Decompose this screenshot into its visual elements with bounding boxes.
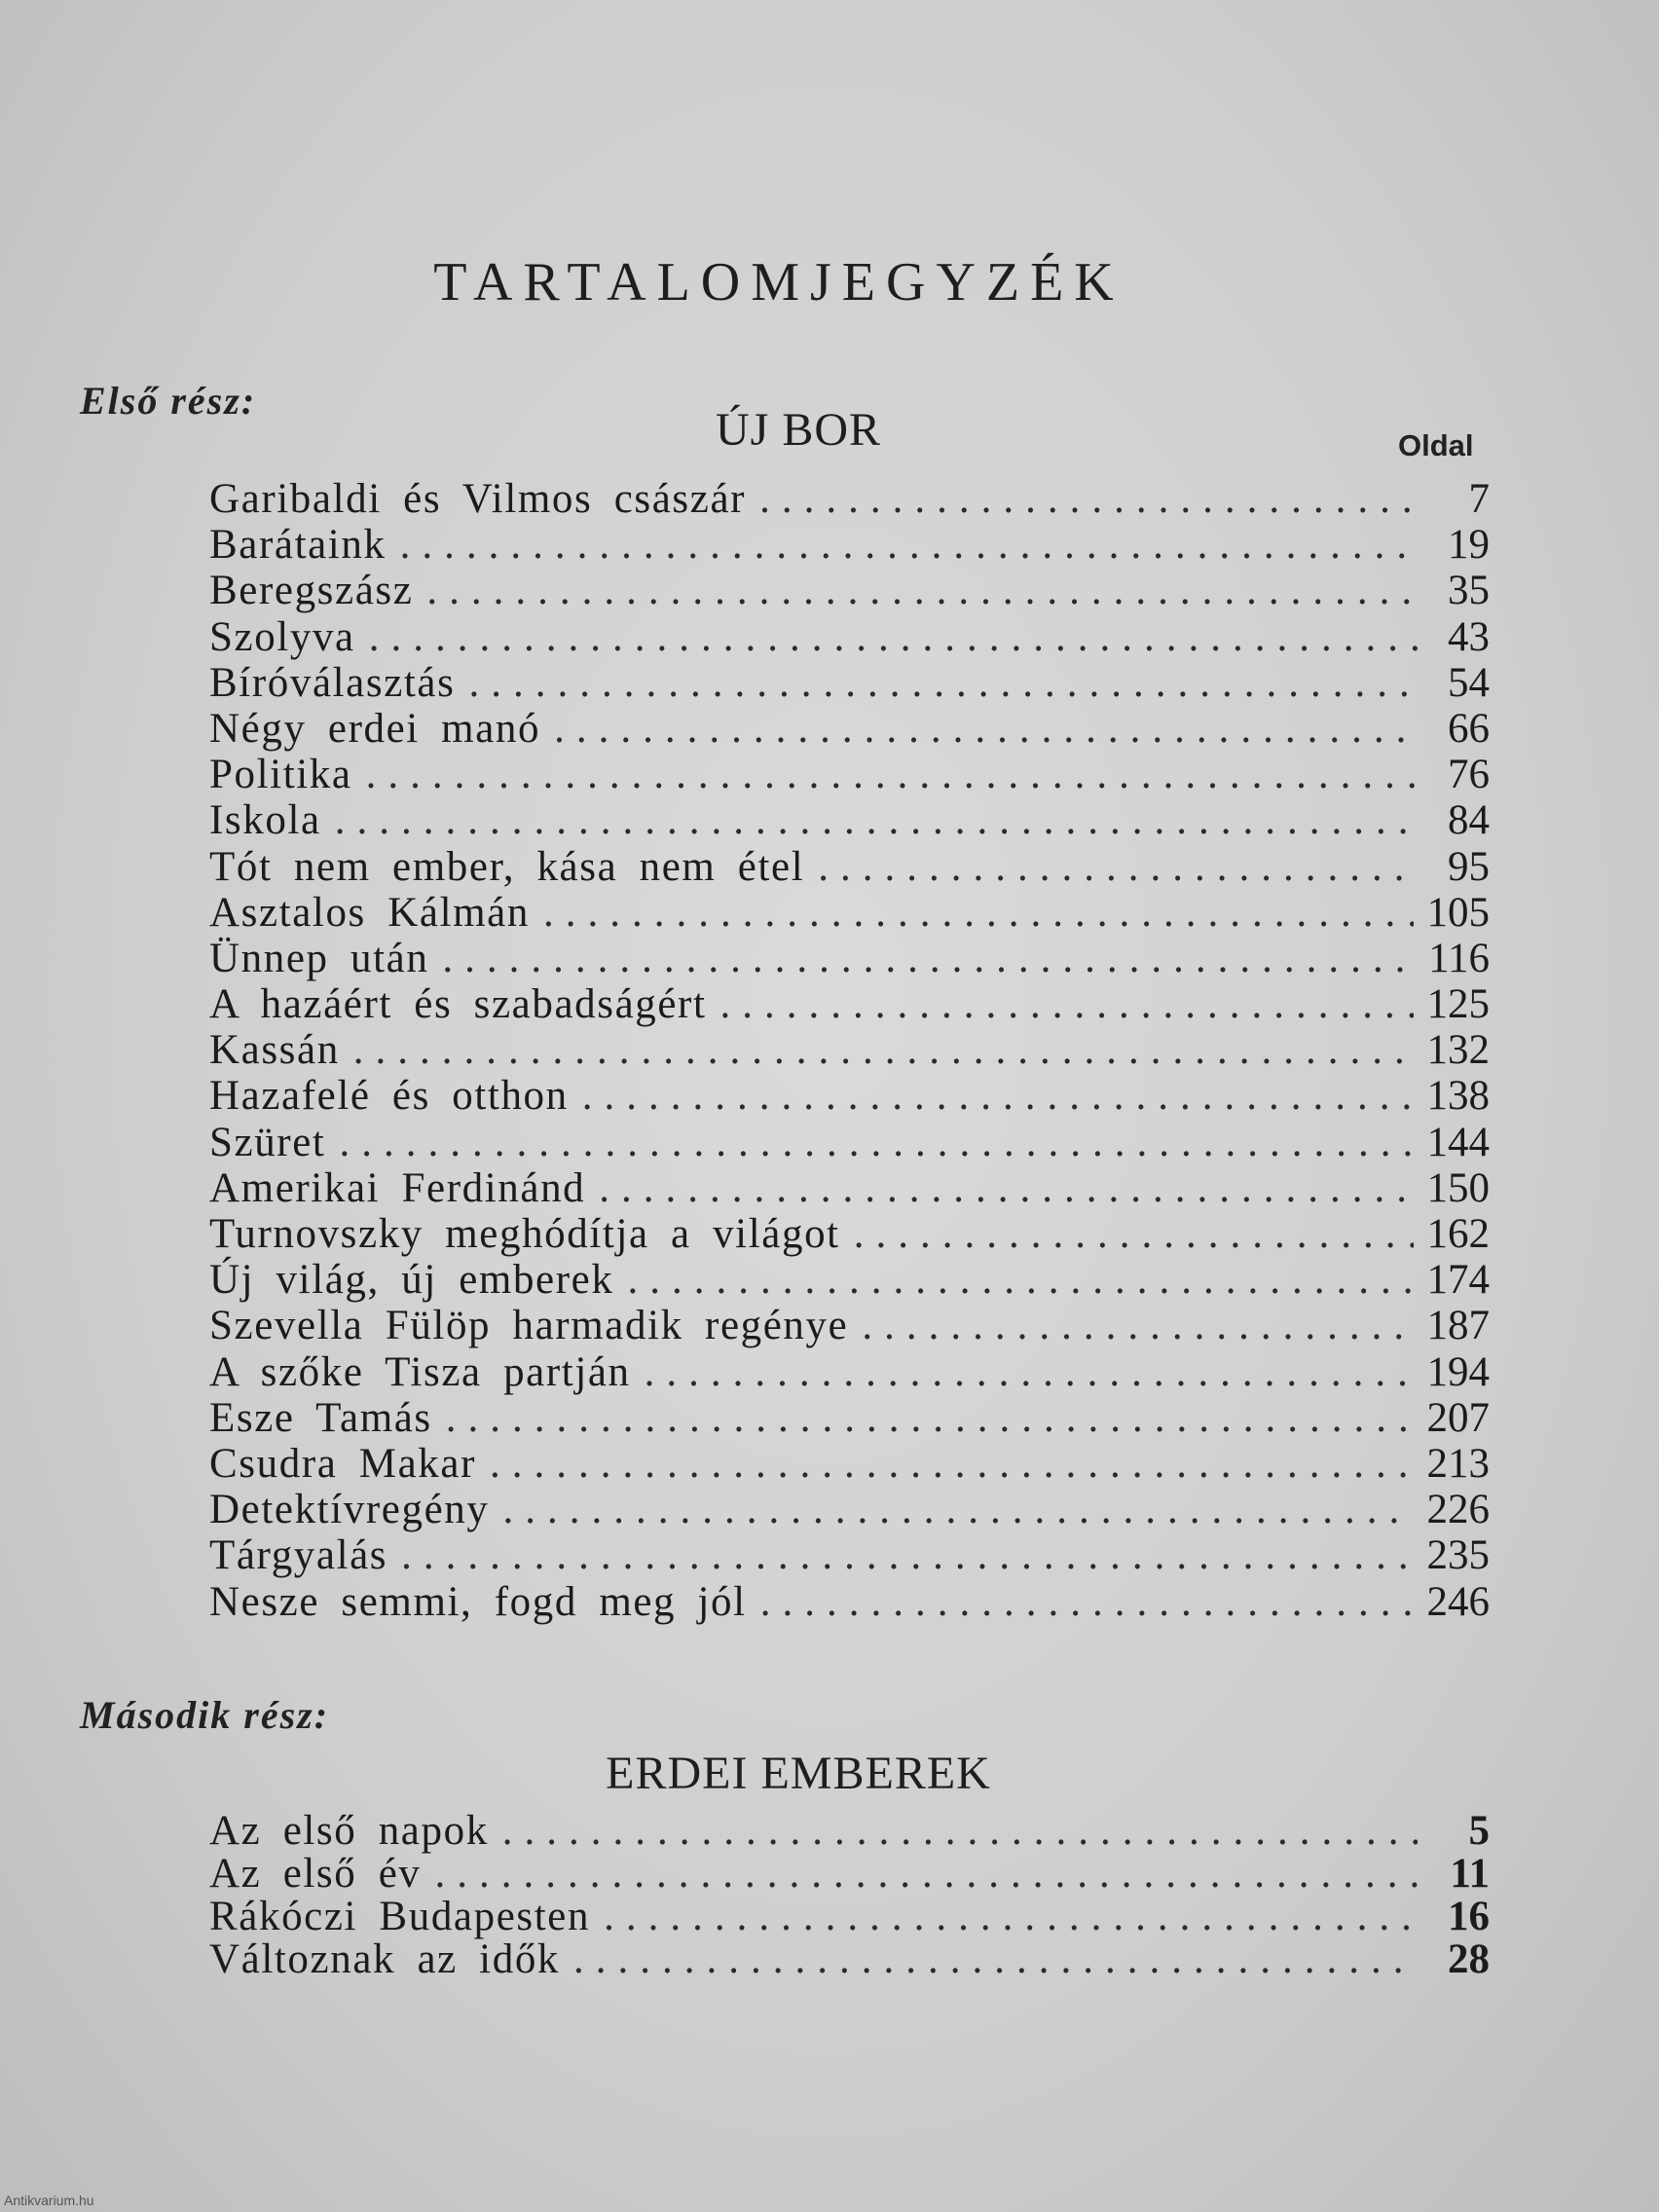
dot-leader [573, 1936, 1418, 1983]
toc-entry [209, 1256, 1490, 1302]
dot-leader [720, 980, 1414, 1028]
toc-entry-title: Szüret [209, 1119, 326, 1165]
toc-entry-page: 66 [1448, 705, 1490, 752]
dot-leader [468, 659, 1418, 707]
toc-entry-title: Turnovszky meghódítja a világot [209, 1211, 840, 1257]
toc-entry-page: 76 [1448, 752, 1490, 798]
toc-entry-page: 5 [1468, 1808, 1490, 1854]
toc-entry-page: 235 [1426, 1532, 1490, 1579]
toc-entry-title: Detektívregény [209, 1487, 490, 1533]
toc-entry [209, 1210, 1490, 1256]
toc-entry [209, 1026, 1490, 1072]
dot-leader [490, 1440, 1414, 1488]
toc-entry [209, 1807, 1490, 1854]
dot-leader [401, 1531, 1413, 1579]
dot-leader [353, 1026, 1414, 1074]
toc-entry-title: Beregszász [209, 568, 414, 614]
toc-entry-title: Kassán [209, 1027, 340, 1074]
dot-leader [627, 1256, 1413, 1304]
dot-leader [862, 1302, 1413, 1349]
toc-entry-title: Új világ, új emberek [209, 1257, 614, 1304]
toc-entry [209, 1119, 1490, 1164]
toc-entry-title: Az első napok [209, 1808, 489, 1854]
toc-entry-title: Asztalos Kálmán [209, 889, 530, 936]
toc-entry-page: 246 [1426, 1578, 1490, 1625]
toc-entry-page: 54 [1448, 659, 1490, 706]
toc-entry [209, 1850, 1490, 1897]
toc-entry-title: Tót nem ember, kása nem étel [209, 843, 805, 890]
toc-entry-page: 213 [1426, 1440, 1490, 1487]
dot-leader [369, 613, 1418, 661]
dot-leader [442, 935, 1415, 982]
toc-entry-page: 7 [1468, 476, 1490, 522]
toc-entry-title: Szolyva [209, 613, 355, 660]
toc-entry-title: Amerikai Ferdinánd [209, 1164, 586, 1211]
toc-entry-title: A szőke Tisza partján [209, 1348, 631, 1395]
toc-entry-page: 11 [1450, 1851, 1490, 1897]
dot-leader [760, 1578, 1414, 1626]
toc-entry [209, 521, 1490, 567]
toc-entry [209, 659, 1490, 705]
toc-entry-page: 194 [1426, 1348, 1490, 1395]
toc-entry-title: A hazáért és szabadságért [209, 981, 707, 1028]
toc-entry-page: 226 [1426, 1487, 1490, 1533]
toc-entry [209, 705, 1490, 751]
toc-entry [209, 567, 1490, 612]
toc-entry-title: Esze Tamás [209, 1394, 432, 1441]
toc-entry-page: 174 [1426, 1257, 1490, 1304]
dot-leader [400, 521, 1418, 569]
toc-entry [209, 1394, 1490, 1440]
toc-entry-title: Rákóczi Budapesten [209, 1894, 591, 1939]
toc-entry-page: 125 [1426, 981, 1490, 1028]
toc-entry-page: 84 [1448, 797, 1490, 844]
toc-entry-title: Az első év [209, 1851, 422, 1897]
toc-entry-page: 207 [1426, 1394, 1490, 1441]
toc-entry-title: Szevella Fülöp harmadik regénye [209, 1303, 849, 1349]
toc-entry-page: 132 [1426, 1027, 1490, 1074]
dot-leader [366, 751, 1418, 798]
part1-section-title: ÚJ BOR [715, 404, 882, 456]
dot-leader [435, 1850, 1419, 1898]
toc-entry-page: 28 [1448, 1936, 1490, 1982]
dot-leader [759, 475, 1418, 523]
toc-entry [209, 1531, 1490, 1577]
dot-leader [599, 1164, 1413, 1212]
toc-entry [209, 1440, 1490, 1486]
toc-entry-title: Csudra Makar [209, 1440, 476, 1487]
toc-entry-page: 162 [1426, 1211, 1490, 1257]
toc-entry-title: Iskola [209, 797, 321, 844]
toc-entry-page: 144 [1426, 1119, 1490, 1165]
toc-entry [209, 980, 1490, 1026]
toc-entry-page: 19 [1448, 522, 1490, 569]
toc-entry [209, 1072, 1490, 1118]
dot-leader [502, 1486, 1413, 1533]
dot-leader [554, 705, 1418, 753]
toc-entry-title: Nesze semmi, fogd meg jól [209, 1578, 747, 1625]
toc-entry [209, 1486, 1490, 1531]
toc-entry-title: Bíróválasztás [209, 659, 456, 706]
toc-entry [209, 613, 1490, 659]
toc-entry-title: Négy erdei manó [209, 705, 541, 752]
dot-leader [854, 1210, 1414, 1258]
toc-entry [209, 1578, 1490, 1624]
toc-entry [209, 1936, 1490, 1982]
toc-entry-page: 116 [1428, 935, 1490, 981]
dot-leader [426, 567, 1418, 614]
page-column-label: Oldal [1398, 428, 1474, 462]
toc-entry-title: Barátaink [209, 522, 387, 569]
dot-leader [446, 1394, 1414, 1442]
toc-entry-page: 43 [1448, 613, 1490, 660]
dot-leader [604, 1893, 1418, 1940]
toc-entry-title: Garibaldi és Vilmos császár [209, 476, 747, 522]
toc-entry [209, 843, 1490, 889]
toc-entry [209, 796, 1490, 842]
toc-entry-title: Ünnep után [209, 935, 429, 981]
dot-leader [818, 843, 1418, 891]
toc-entry [209, 475, 1490, 521]
part2-label: Második rész: [80, 1693, 330, 1737]
toc-entry [209, 1164, 1490, 1210]
toc-entry-page: 95 [1448, 843, 1490, 890]
toc-entry [209, 1302, 1490, 1347]
toc-entry [209, 1348, 1490, 1394]
toc-entry-title: Változnak az idők [209, 1936, 561, 1982]
toc-entry [209, 889, 1490, 935]
dot-leader [502, 1807, 1418, 1855]
dot-leader [645, 1348, 1414, 1396]
page-title: TARTALOMJEGYZÉK [433, 252, 1124, 313]
dot-leader [339, 1119, 1413, 1166]
toc-entry-page: 187 [1426, 1303, 1490, 1349]
dot-leader [582, 1072, 1414, 1120]
part2-toc-list [209, 1807, 1490, 1982]
toc-entry-title: Hazafelé és otthon [209, 1073, 569, 1120]
dot-leader [543, 889, 1414, 937]
toc-entry [209, 751, 1490, 796]
toc-entry-page: 105 [1426, 889, 1490, 936]
toc-entry-title: Tárgyalás [209, 1532, 388, 1579]
toc-entry [209, 935, 1490, 980]
part1-toc-list [209, 475, 1490, 1624]
toc-entry [209, 1893, 1490, 1939]
part2-section-title: ERDEI EMBEREK [606, 1748, 991, 1799]
dot-leader [335, 796, 1418, 844]
toc-entry-page: 138 [1426, 1073, 1490, 1120]
toc-entry-page: 150 [1426, 1164, 1490, 1211]
toc-entry-title: Politika [209, 752, 352, 798]
watermark-text: Antikvarium.hu [4, 2193, 94, 2208]
toc-entry-page: 35 [1448, 568, 1490, 614]
part1-label: Első rész: [80, 379, 257, 423]
toc-entry-page: 16 [1448, 1894, 1490, 1939]
